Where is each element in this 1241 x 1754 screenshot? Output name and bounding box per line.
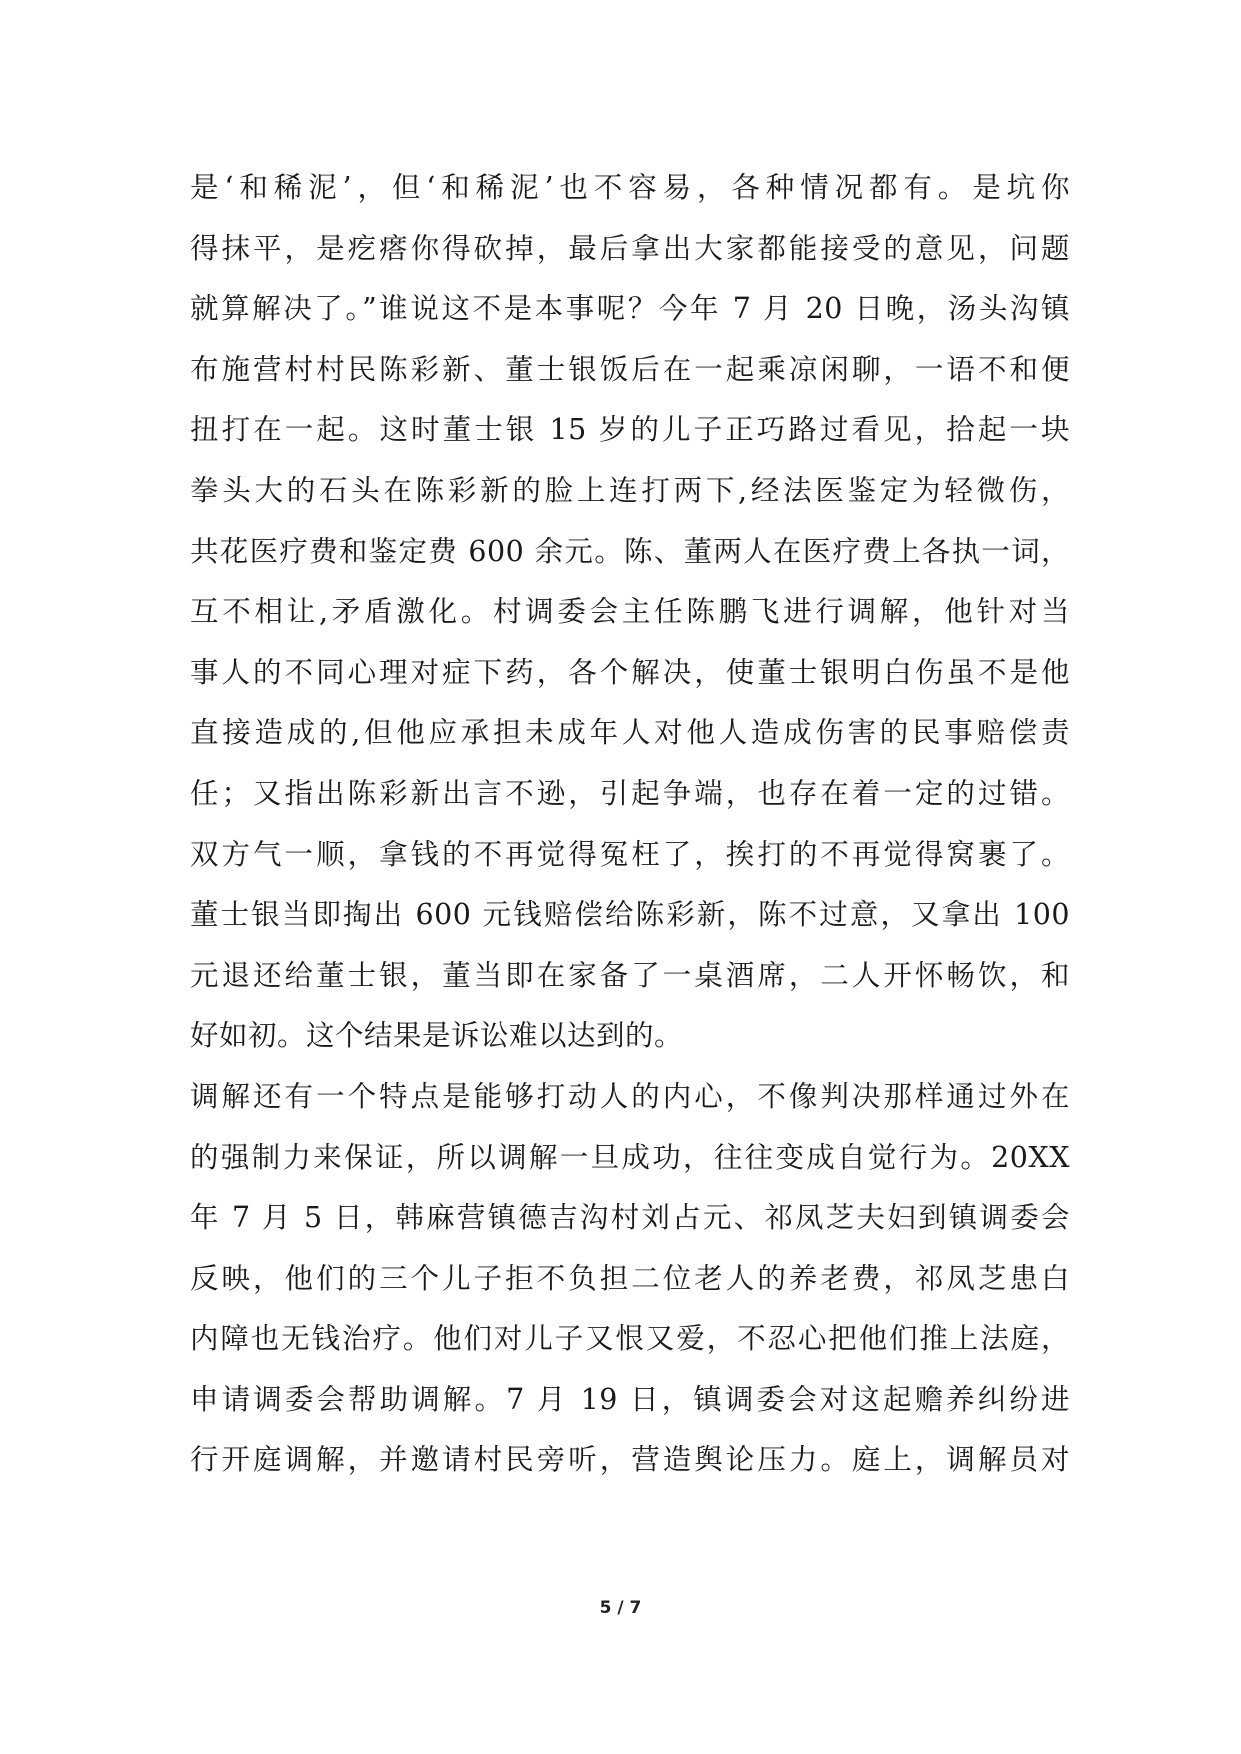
text-line: 共花医疗费和鉴定费 600 余元。陈、董两人在医疗费上各执一词， — [190, 534, 1070, 568]
text-line: 扭打在一起。这时董士银 15 岁的儿子正巧路过看见，拾起一块 — [190, 413, 1070, 447]
text-line: 内障也无钱治疗。他们对儿子又恨又爱，不忍心把他们推上法庭， — [190, 1322, 1070, 1356]
text-line: 申请调委会帮助调解。7 月 19 日，镇调委会对这起赡养纠纷进 — [190, 1382, 1070, 1416]
text-line: 元退还给董士银，董当即在家备了一桌酒席，二人开怀畅饮，和 — [190, 958, 1070, 992]
text-line: 布施营村村民陈彩新、董士银饭后在一起乘凉闲聊，一语不和便 — [190, 352, 1070, 386]
text-line: 的强制力来保证，所以调解一旦成功，往往变成自觉行为。20XX — [190, 1140, 1070, 1174]
text-line: 任；又指出陈彩新出言不逊，引起争端，也存在着一定的过错。 — [190, 776, 1070, 810]
text-line: 就算解决了。”谁说这不是本事呢？今年 7 月 20 日晚，汤头沟镇 — [190, 292, 1070, 326]
text-line: 直接造成的,但他应承担未成年人对他人造成伤害的民事赔偿责 — [190, 716, 1070, 750]
text-line: 事人的不同心理对症下药，各个解决，使董士银明白伤虽不是他 — [190, 655, 1070, 689]
text-line: 董士银当即掏出 600 元钱赔偿给陈彩新，陈不过意，又拿出 100 — [190, 898, 1070, 932]
text-line: 行开庭调解，并邀请村民旁听，营造舆论压力。庭上，调解员对 — [190, 1443, 1070, 1477]
text-line: 得抹平，是疙瘩你得砍掉，最后拿出大家都能接受的意见，问题 — [190, 231, 1070, 265]
body-text — [190, 158, 1070, 1491]
text-line: 调解还有一个特点是能够打动人的内心，不像判决那样通过外在 — [190, 1079, 1070, 1113]
text-line: 互不相让,矛盾激化。村调委会主任陈鹏飞进行调解，他针对当 — [190, 595, 1070, 629]
text-line: 年 7 月 5 日，韩麻营镇德吉沟村刘占元、祁凤芝夫妇到镇调委会 — [190, 1201, 1070, 1235]
text-line: 是‘和稀泥’，但‘和稀泥’也不容易，各种情况都有。是坑你 — [190, 171, 1070, 204]
page-number: 5 / 7 — [599, 1598, 642, 1618]
text-line: 好如初。这个结果是诉讼难以达到的。 — [190, 1019, 684, 1053]
text-line: 双方气一顺，拿钱的不再觉得冤枉了，挨打的不再觉得窝裹了。 — [190, 837, 1070, 871]
text-line: 拳头大的石头在陈彩新的脸上连打两下,经法医鉴定为轻微伤， — [190, 473, 1070, 507]
text-line: 反映，他们的三个儿子拒不负担二位老人的养老费，祁凤芝患白 — [190, 1261, 1070, 1295]
